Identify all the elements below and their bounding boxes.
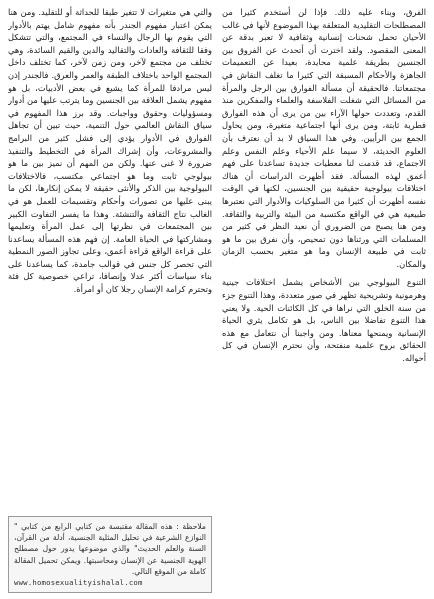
left-column <box>8 6 212 593</box>
body-paragraph: التنوع البيولوجي بين الأشخاص يشمل اختلافات جينية وهرمونية وتشريحية تظهر في صور متعددة، وهذا التنوع جزء من سنة الخلق التي نراها في كل الكائنات الحية. ولا يعني هذا التنوع تفاضلا بين الناس، بل هو تكامل يثري الحياة الإنسانية ويمنحها معناها. ومن واجبنا أن نتعامل مع هذه الحقائق بروح علمية منفتحة، وأن نحترم الإنسان في كل أحواله. <box>222 277 426 364</box>
source-website-link[interactable]: www.homosexualityishalal.com <box>14 578 143 587</box>
source-note-box <box>8 516 212 593</box>
body-paragraph: الفرق، وبناء عليه ذلك. فإذا لن أستخدم كثيرا من المصطلحات التقليدية المتعلقة بهذا الموضوع لأنها في غالب الأحيان تحمل شحنات إنسانية وثقافية لا تعبر بدقة عن المعنى المقصود. ولقد اخترت أن أتحدث عن الفروق بين الجنسين بطريقة علمية محايدة، بعيدا عن التعميمات الجاهزة والأحكام المسبقة التي كثيرا ما تغلف النقاش في مجتمعاتنا. فالحقيقة أن مسألة الفوارق بين الرجل والمرأة من المسائل التي شغلت الفلاسفة والعلماء والمفكرين منذ القدم، وتعددت حولها الآراء بين من يرى أن هذه الفوارق فطرية ثابتة، ومن يرى أنها اجتماعية متغيرة، ومن يحاول الجمع بين الرأيين. وفي هذا السياق لا بد أن نعترف بأن العلوم الحديثة، لا سيما علم الأحياء وعلم النفس وعلم الاجتماع، قد قدمت لنا معطيات جديدة تساعدنا على فهم أعمق لهذه المسألة. فقد أظهرت الدراسات أن هناك اختلافات بيولوجية حقيقية بين الجنسين، لكنها في الوقت نفسه أظهرت أن كثيرا من السلوكيات والأدوار التي نعتبرها طبيعية هي في الواقع مكتسبة من البيئة والتربية والثقافة. ومن هنا يصبح من الضروري أن نعيد النظر في كثير من المسلمات التي ورثناها دون تمحيص، وأن نفرق بين ما هو ثابت في طبيعة الإنسان وما هو متغير بحسب الزمان والمكان. <box>222 7 426 269</box>
source-note-text: ملاحظة : هذه المقالة مقتبسة من كتابي الرابع من كتابي " النوازع الشرعية في تحليل المثلية الجنسية، أدلة من القرآن، السنة والعلم الحديث" والذي موضوعها يدور حول مصطلح الهوية الجنسية عن الإنسان ومحاسبتها. ويمكن تحميل المقالة كاملة من الموقع التالي. <box>14 521 206 576</box>
right-column <box>222 6 426 593</box>
body-paragraph: والتي هي متغيرات لا تتغير طبقا للحداثة أو للتقليد. ومن هنا يمكن اعتبار مفهوم الجندر بأنه مفهوم شامل يهتم بالأدوار التي يقوم بها الرجال والنساء في المجتمع، والتي تتشكل وفقا للثقافة والعادات والتقاليد والدين والقيم السائدة، وهي تختلف من مجتمع لآخر، ومن زمن لآخر، كما تختلف داخل المجتمع الواحد باختلاف الطبقة والعمر والعرق. فالجندر إذن ليس مرادفا للمرأة كما يشيع في بعض الأدبيات، بل هو مفهوم يشمل العلاقة بين الجنسين وما يترتب عليها من أدوار ومسؤوليات وحقوق وواجبات. وقد برز هذا المفهوم في سياق النقاش العالمي حول التنمية، حيث تبين أن تجاهل الفوارق في الأدوار يؤدي إلى فشل كثير من البرامج والمشروعات، وأن إشراك المرأة في التخطيط والتنفيذ ضرورة لا غنى عنها. ولكن من المهم أن نميز بين ما هو بيولوجي ثابت وما هو اجتماعي مكتسب، فالاختلافات البيولوجية بين الذكر والأنثى حقيقة لا يمكن إنكارها، لكن ما يبنى عليها من تصورات وأحكام وتقسيمات للعمل هو في الغالب نتاج الثقافة والتنشئة. وهذا ما يفسر التفاوت الكبير بين المجتمعات في نظرتها إلى عمل المرأة وتعليمها ومشاركتها في الحياة العامة. إن فهم هذه المسألة يساعدنا على قراءة الواقع قراءة أعمق، وعلى تجاوز الصور النمطية التي تحصر كل جنس في قوالب جامدة، كما يساعدنا على بناء سياسات أكثر عدلا وإنصافا، تراعي خصوصية كل فئة وتحترم كرامة الإنسان رجلا كان أو امرأة. <box>8 7 212 295</box>
